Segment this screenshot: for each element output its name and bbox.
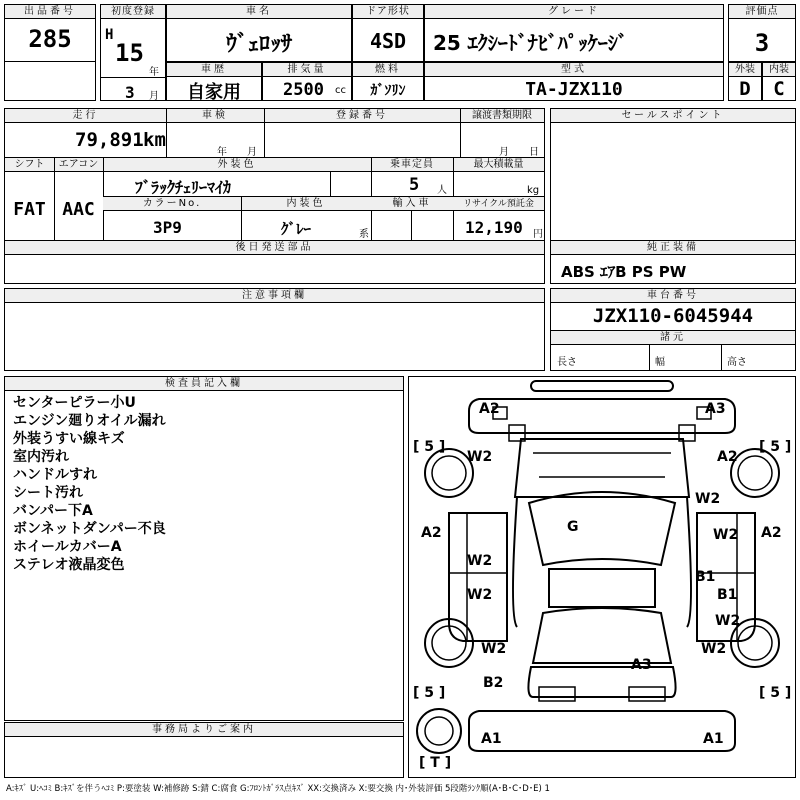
- inspector-note: ステレオ液晶変色: [13, 557, 125, 573]
- chassis-label: 車台番号: [551, 289, 795, 303]
- mark-w2-rear-left: W2: [481, 641, 507, 657]
- model-label: 型式: [425, 63, 723, 77]
- caution-box: [4, 288, 545, 371]
- inspector-note: ホイールカバーA: [13, 539, 122, 555]
- load-label: 最大積載量: [453, 158, 544, 172]
- mark-spare-tire: [ T ]: [419, 755, 452, 771]
- interior-color-unit: 系: [359, 229, 369, 240]
- spec-table: [4, 108, 545, 284]
- dims-label: 諸元: [551, 331, 795, 345]
- mark-a2-front-left: A2: [479, 401, 500, 417]
- office-label: 事務局よりご案内: [5, 723, 403, 737]
- interior-color: ｸﾞﾚｰ: [281, 220, 312, 238]
- inspector-note: 室内汚れ: [13, 449, 69, 465]
- legend-footer: A:ｷｽﾞ U:ﾍｺﾐ B:ｷｽﾞを伴うﾍｺﾐ P:要塗装 W:補修跡 S:錆 C:腐食 G:ﾌﾛﾝﾄｶﾞﾗｽ点ｷｽﾞ XX:交換済み X:要交換 内･外装評価 5段階ﾗﾝｸ順(A･B･C･D･E) 1: [6, 784, 550, 794]
- mark-a3-trunk: A3: [631, 657, 652, 673]
- model: TA-JZX110: [525, 79, 623, 100]
- mark-b2-rear-left: B2: [483, 675, 504, 691]
- first-registration-label: 初度登録: [101, 5, 165, 19]
- color-no: 3P9: [153, 218, 182, 237]
- mark-g-windshield: G: [567, 519, 579, 535]
- import-label: 輸入車: [371, 197, 453, 211]
- ac: AAC: [62, 199, 95, 220]
- mileage: 79,891: [75, 129, 144, 151]
- color-no-label: カラーNo.: [103, 197, 241, 211]
- grade: 25 ｴｸｼｰﾄﾞﾅﾋﾞﾊﾟｯｹｰｼﾞ: [433, 31, 628, 55]
- mark-w2-front-left: W2: [467, 449, 493, 465]
- score-label: 評価点: [729, 5, 795, 19]
- score: 3: [754, 29, 770, 57]
- mark-w2-rear-right: W2: [701, 641, 727, 657]
- interior-grade-label: 内装: [763, 63, 795, 77]
- exterior-grade-box: [728, 62, 762, 101]
- chassis-box: [550, 288, 796, 371]
- reg-year: 15: [115, 39, 144, 67]
- recycle-fee: 12,190: [465, 218, 523, 237]
- caution-label: 注意事項欄: [5, 289, 544, 303]
- mark-w2-left-front-door: W2: [467, 553, 493, 569]
- mark-tire-front-right: [ 5 ]: [759, 439, 792, 455]
- color-label: 外装色: [103, 158, 371, 172]
- fuel-label: 燃料: [353, 63, 423, 77]
- lot-number-label: 出品番号: [5, 5, 95, 19]
- inspector-note: 外装うすい線キズ: [13, 431, 125, 447]
- history-box: [166, 62, 262, 101]
- reg-month-unit: 月: [149, 91, 159, 102]
- equipment-label: 純正装備: [551, 241, 795, 255]
- car-diagram: [408, 376, 796, 778]
- grade-label: グレード: [425, 5, 723, 19]
- inspector-note: ボンネットダンパー不良: [13, 521, 166, 537]
- sales-point-label: セールスポイント: [551, 109, 795, 123]
- inspector-box: [4, 376, 404, 721]
- sales-point-box: [550, 108, 796, 284]
- mileage-label: 走行: [5, 109, 166, 123]
- car-name-label: 車名: [167, 5, 351, 19]
- exterior-color: ﾌﾞﾗｯｸﾁｪﾘｰﾏｲｶ: [135, 178, 232, 197]
- grade-box: [424, 4, 724, 62]
- fuel-box: [352, 62, 424, 101]
- first-registration-box: [100, 4, 166, 101]
- score-box: [728, 4, 796, 62]
- inspection-month-unit: 月: [247, 147, 257, 158]
- mark-a3-front-right: A3: [705, 401, 726, 417]
- displacement-unit: cc: [335, 85, 346, 96]
- door-label: ドア形状: [353, 5, 423, 19]
- mark-w2-right-door: W2: [713, 527, 739, 543]
- model-box: [424, 62, 724, 101]
- reg-month: 3: [125, 83, 135, 102]
- inspector-note: センターピラー小U: [13, 395, 136, 411]
- equipment: ABS ｴｱB PS PW: [561, 263, 687, 281]
- mark-tire-rear-right: [ 5 ]: [759, 685, 792, 701]
- interior-color-label: 内装色: [241, 197, 371, 211]
- length-label: 長さ: [557, 357, 577, 368]
- mark-tire-front-left: [ 5 ]: [413, 439, 446, 455]
- later-parts-label: 後日発送部品: [5, 241, 544, 255]
- capacity-label: 乗車定員: [371, 158, 453, 172]
- interior-grade-box: [762, 62, 796, 101]
- exterior-grade-label: 外装: [729, 63, 761, 77]
- inspector-label: 検査員記入欄: [5, 377, 403, 391]
- car-outline-drawing: [409, 377, 795, 777]
- reg-year-unit: 年: [149, 67, 159, 78]
- inspector-note: エンジン廻りオイル漏れ: [13, 413, 166, 429]
- mark-b1-right-rear: B1: [717, 587, 738, 603]
- displacement-label: 排気量: [263, 63, 351, 77]
- shift-label: シフト: [5, 158, 54, 172]
- recycle-yen: 円: [533, 229, 543, 240]
- lot-number-box: [4, 4, 96, 101]
- chassis-number: JZX110-6045944: [592, 305, 754, 327]
- mark-b1-right: B1: [695, 569, 716, 585]
- inspector-note: シート汚れ: [13, 485, 83, 501]
- reg-no-label: 登録番号: [264, 109, 460, 123]
- mark-a1-rear-bumper-left: A1: [481, 731, 502, 747]
- inspection-label: 車検: [166, 109, 264, 123]
- mark-tire-rear-left: [ 5 ]: [413, 685, 446, 701]
- mileage-unit: km: [143, 129, 166, 151]
- door-type: 4SD: [369, 29, 407, 53]
- mark-a2-front-right: A2: [717, 449, 738, 465]
- capacity-unit: 人: [437, 185, 447, 196]
- transfer-label: 譲渡書類期限: [460, 109, 544, 123]
- door-box: [352, 4, 424, 62]
- capacity: 5: [409, 175, 420, 195]
- inspector-note: ハンドルすれ: [13, 467, 97, 483]
- transfer-day-unit: 日: [529, 147, 539, 158]
- car-name: ｳﾞｪﾛｯｻ: [225, 32, 292, 57]
- fuel: ｶﾞｿﾘﾝ: [370, 83, 406, 99]
- inspector-note: バンパー下A: [13, 503, 93, 519]
- ac-label: エアコン: [54, 158, 103, 172]
- lot-number: 285: [28, 25, 72, 53]
- load-unit: kg: [527, 185, 540, 196]
- era: H: [105, 27, 114, 43]
- width-label: 幅: [655, 357, 665, 368]
- mark-w2-left-rear-door: W2: [467, 587, 493, 603]
- mark-w2-right-fender: W2: [695, 491, 721, 507]
- mark-a2-right-side: A2: [761, 525, 782, 541]
- car-name-box: [166, 4, 352, 62]
- displacement-box: [262, 62, 352, 101]
- history-label: 車歴: [167, 63, 261, 77]
- mark-w2-right-rear-door: W2: [715, 613, 741, 629]
- office-box: [4, 722, 404, 778]
- mark-a2-left-side: A2: [421, 525, 442, 541]
- interior-grade: C: [773, 78, 785, 100]
- history: 自家用: [187, 82, 241, 103]
- inspection-year-unit: 年: [217, 147, 227, 158]
- height-label: 高さ: [727, 357, 747, 368]
- displacement: 2500: [283, 80, 324, 100]
- recycle-label: リサイクル預託金: [453, 197, 544, 211]
- exterior-grade: D: [739, 78, 751, 100]
- transfer-month-unit: 月: [499, 147, 509, 158]
- mark-a1-rear-bumper-right: A1: [703, 731, 724, 747]
- shift: FAT: [13, 199, 46, 220]
